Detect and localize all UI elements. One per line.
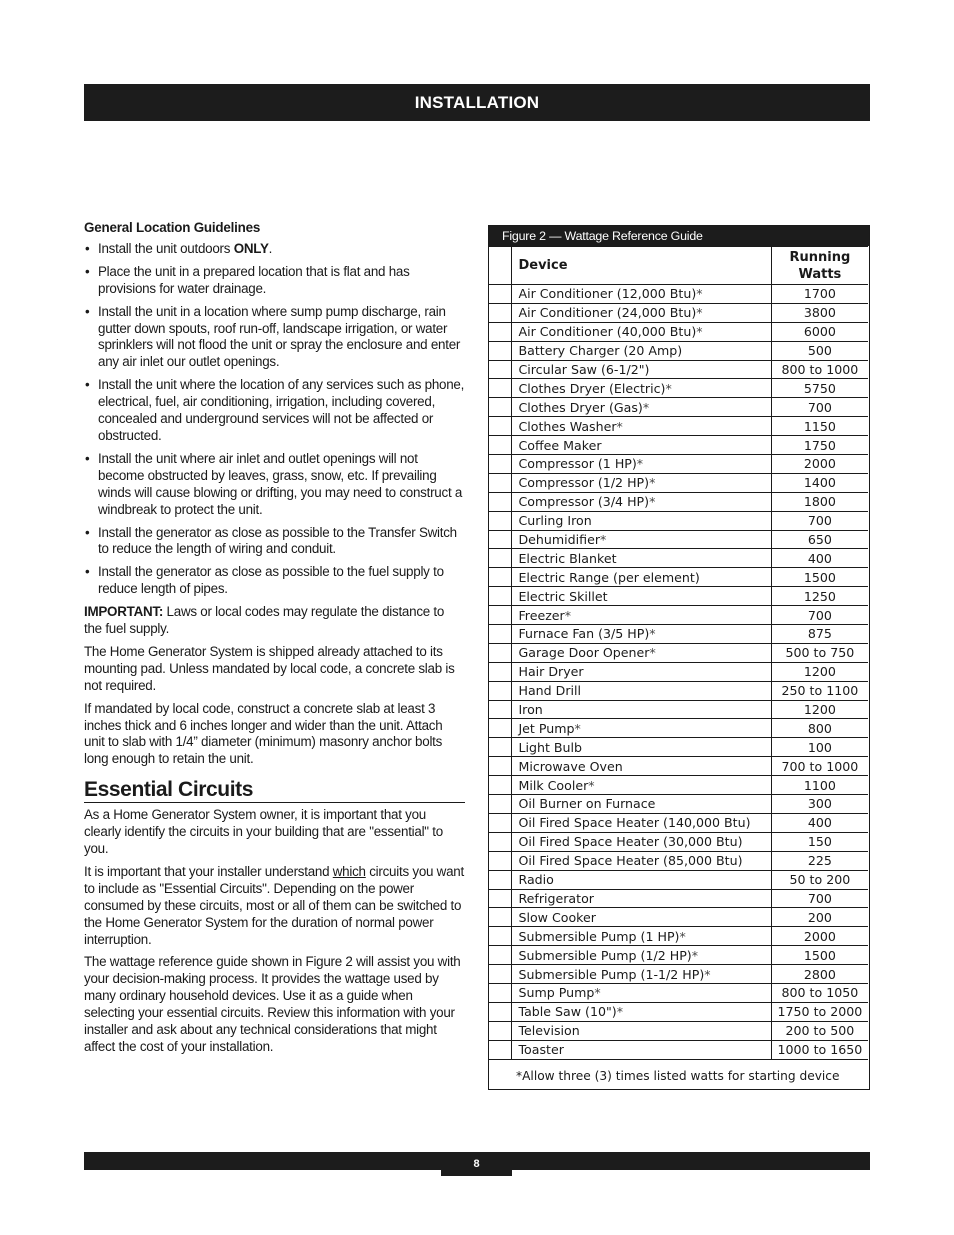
table-row bbox=[488, 870, 868, 889]
device-cell: Microwave Oven bbox=[512, 757, 771, 776]
table-row bbox=[488, 625, 868, 644]
watts-cell: 800 bbox=[771, 719, 868, 738]
device-cell: Submersible Pump (1/2 HP)* bbox=[512, 946, 771, 965]
watts-cell: 225 bbox=[771, 851, 868, 870]
blank-cell bbox=[488, 851, 512, 870]
device-cell: Compressor (1/2 HP)* bbox=[512, 473, 771, 492]
device-cell: Battery Charger (20 Amp) bbox=[512, 341, 771, 360]
table-row bbox=[488, 757, 868, 776]
blank-cell bbox=[488, 303, 512, 322]
table-row bbox=[488, 360, 868, 379]
asterisk-marker: * bbox=[588, 777, 595, 793]
watts-cell: 700 to 1000 bbox=[771, 757, 868, 776]
table-row bbox=[488, 946, 868, 965]
device-cell: Sump Pump* bbox=[512, 983, 771, 1002]
table-row bbox=[488, 587, 868, 606]
table-row bbox=[488, 568, 868, 587]
table-row bbox=[488, 492, 868, 511]
essential-circuits-title: Essential Circuits bbox=[84, 782, 465, 803]
device-cell: Radio bbox=[512, 870, 771, 889]
asterisk-marker: * bbox=[704, 966, 711, 982]
watts-cell: 1500 bbox=[771, 946, 868, 965]
device-cell: Hand Drill bbox=[512, 681, 771, 700]
blank-cell bbox=[488, 832, 512, 851]
watts-cell: 1750 to 2000 bbox=[771, 1002, 868, 1021]
table-row bbox=[488, 473, 868, 492]
guidelines-heading: General Location Guidelines bbox=[84, 220, 261, 235]
table-row bbox=[488, 700, 868, 719]
table-row bbox=[488, 889, 868, 908]
page-number: 8 bbox=[473, 1158, 480, 1170]
device-cell: Curling Iron bbox=[512, 511, 771, 530]
watts-cell: 1750 bbox=[771, 436, 868, 455]
bullet-icon: • bbox=[85, 303, 90, 319]
table-row bbox=[488, 549, 868, 568]
blank-cell bbox=[488, 568, 512, 587]
watts-cell: 200 bbox=[771, 908, 868, 927]
watts-cell: 800 to 1050 bbox=[771, 983, 868, 1002]
device-cell: Air Conditioner (40,000 Btu)* bbox=[512, 322, 771, 341]
table-row bbox=[488, 795, 868, 814]
important-note: IMPORTANT: Laws or local codes may regulate the distance to the fuel supply. bbox=[84, 604, 445, 637]
essential-para-1: As a Home Generator System owner, it is important that you clearly identify the circuits in your building that are "essential" to you. bbox=[84, 807, 443, 856]
guideline-item: • Install the generator as close as possible to the fuel supply to reduce length of pipes. bbox=[85, 564, 444, 597]
guideline-item: • Install the generator as close as possible to the Transfer Switch to reduce the length of wiring and conduit. bbox=[85, 524, 457, 557]
watts-cell: 1200 bbox=[771, 700, 868, 719]
watts-cell: 1700 bbox=[771, 285, 868, 304]
device-cell: Oil Fired Space Heater (30,000 Btu) bbox=[512, 832, 771, 851]
watts-cell: 1400 bbox=[771, 473, 868, 492]
blank-cell bbox=[488, 738, 512, 757]
starting-watts-note: *Allow three (3) times listed watts for starting device bbox=[516, 1068, 840, 1083]
device-cell: Dehumidifier* bbox=[512, 530, 771, 549]
bullet-icon: • bbox=[85, 450, 90, 466]
table-row bbox=[488, 417, 868, 436]
watts-cell: 700 bbox=[771, 511, 868, 530]
table-row bbox=[488, 851, 868, 870]
table-row bbox=[488, 322, 868, 341]
watts-cell: 650 bbox=[771, 530, 868, 549]
watts-cell: 250 to 1100 bbox=[771, 681, 868, 700]
blank-cell bbox=[488, 983, 512, 1002]
blank-cell bbox=[488, 492, 512, 511]
device-cell: Electric Blanket bbox=[512, 549, 771, 568]
blank-cell bbox=[488, 719, 512, 738]
watts-cell: 150 bbox=[771, 832, 868, 851]
asterisk-marker: * bbox=[649, 475, 656, 491]
watts-cell: 6000 bbox=[771, 322, 868, 341]
watts-cell: 1000 to 1650 bbox=[771, 1040, 868, 1059]
bullet-icon: • bbox=[85, 240, 90, 256]
asterisk-marker: * bbox=[649, 494, 656, 510]
watts-cell: 3800 bbox=[771, 303, 868, 322]
table-row bbox=[488, 436, 868, 455]
asterisk-marker: * bbox=[649, 626, 656, 642]
essential-para-2: It is important that your installer understand which circuits you want to include as "Essential Circuits". Depending on the power consumed by these circuits, most or all of them can be switched to the Home Generator System for the duration of normal power interruption. bbox=[84, 863, 464, 947]
table-row bbox=[488, 832, 868, 851]
table-row bbox=[488, 662, 868, 681]
blank-cell bbox=[488, 455, 512, 474]
blank-cell bbox=[488, 757, 512, 776]
device-cell: Air Conditioner (12,000 Btu)* bbox=[512, 285, 771, 304]
table-row bbox=[488, 738, 868, 757]
watts-cell: 500 to 750 bbox=[771, 643, 868, 662]
guideline-item: • Install the unit where air inlet and outlet openings will not become obstructed by leaves, grass, snow, etc. If prevailing winds will cause blowing or drifting, you may need to construct a windbreak to protect the unit. bbox=[85, 450, 463, 517]
table-row bbox=[488, 927, 868, 946]
wattage-table bbox=[488, 246, 868, 1060]
watts-cell: 400 bbox=[771, 813, 868, 832]
device-cell: Jet Pump* bbox=[512, 719, 771, 738]
table-row bbox=[488, 983, 868, 1002]
figure-caption: Figure 2 — Wattage Reference Guide bbox=[489, 226, 869, 246]
table-row bbox=[488, 643, 868, 662]
blank-cell bbox=[488, 795, 512, 814]
device-cell: Television bbox=[512, 1021, 771, 1040]
watts-cell: 875 bbox=[771, 625, 868, 644]
watts-cell: 700 bbox=[771, 889, 868, 908]
guideline-item: • Install the unit outdoors ONLY. bbox=[85, 240, 273, 256]
watts-cell: 800 to 1000 bbox=[771, 360, 868, 379]
table-row bbox=[488, 1040, 868, 1059]
watts-cell: 2000 bbox=[771, 455, 868, 474]
asterisk-marker: * bbox=[642, 399, 650, 415]
table-row bbox=[488, 341, 868, 360]
guideline-item: • Install the unit in a location where sump pump discharge, rain gutter down spouts, roof run-off, landscape irrigation, or water sprinklers will not flood the unit or spray the enclosure and enter any air inlet our outlet openings. bbox=[85, 303, 461, 370]
bullet-icon: • bbox=[85, 524, 90, 540]
blank-cell bbox=[488, 606, 512, 625]
table-row bbox=[488, 455, 868, 474]
device-cell: Submersible Pump (1-1/2 HP)* bbox=[512, 965, 771, 984]
table-row bbox=[488, 1021, 868, 1040]
blank-cell bbox=[488, 889, 512, 908]
blank-cell bbox=[488, 379, 512, 398]
blank-cell bbox=[488, 322, 512, 341]
page-number-tab bbox=[441, 1152, 512, 1176]
device-cell: Oil Burner on Furnace bbox=[512, 795, 771, 814]
asterisk-marker: * bbox=[696, 305, 703, 321]
watts-cell: 1100 bbox=[771, 776, 868, 795]
blank-cell bbox=[488, 1040, 512, 1059]
watts-cell: 50 to 200 bbox=[771, 870, 868, 889]
blank-cell bbox=[488, 530, 512, 549]
device-cell: Milk Cooler* bbox=[512, 776, 771, 795]
watts-cell: 500 bbox=[771, 341, 868, 360]
bullet-icon: • bbox=[85, 377, 90, 393]
device-cell: Toaster bbox=[512, 1040, 771, 1059]
device-cell: Submersible Pump (1 HP)* bbox=[512, 927, 771, 946]
running-watts-column-header: Running Watts bbox=[771, 247, 868, 285]
blank-cell bbox=[488, 341, 512, 360]
device-column-header: Device bbox=[512, 247, 771, 285]
device-cell: Refrigerator bbox=[512, 889, 771, 908]
blank-cell bbox=[488, 662, 512, 681]
watts-cell: 1250 bbox=[771, 587, 868, 606]
guideline-item: • Install the unit where the location of any services such as phone, electrical, fuel, air conditioning, irrigation, including covered, concealed and underground services will not be affected or obstructed. bbox=[85, 377, 465, 443]
asterisk-marker: * bbox=[636, 456, 644, 472]
watts-cell: 5750 bbox=[771, 379, 868, 398]
device-cell: Table Saw (10")* bbox=[512, 1002, 771, 1021]
section-title: INSTALLATION bbox=[414, 92, 540, 112]
watts-cell: 2800 bbox=[771, 965, 868, 984]
table-row bbox=[488, 965, 868, 984]
device-cell: Clothes Dryer (Electric)* bbox=[512, 379, 771, 398]
table-header-row bbox=[488, 247, 868, 285]
device-cell: Electric Range (per element) bbox=[512, 568, 771, 587]
blank-cell bbox=[488, 1002, 512, 1021]
asterisk-marker: * bbox=[665, 380, 672, 396]
bullet-icon: • bbox=[85, 263, 90, 279]
blank-cell bbox=[488, 1021, 512, 1040]
blank-cell bbox=[488, 587, 512, 606]
watts-cell: 300 bbox=[771, 795, 868, 814]
blank-cell bbox=[488, 813, 512, 832]
table-row bbox=[488, 908, 868, 927]
device-cell: Hair Dryer bbox=[512, 662, 771, 681]
table-row bbox=[488, 719, 868, 738]
watts-cell: 1500 bbox=[771, 568, 868, 587]
table-row bbox=[488, 813, 868, 832]
asterisk-marker: * bbox=[696, 324, 703, 340]
watts-cell: 700 bbox=[771, 606, 868, 625]
asterisk-marker: * bbox=[649, 645, 656, 661]
device-cell: Clothes Dryer (Gas)* bbox=[512, 398, 771, 417]
blank-cell bbox=[488, 436, 512, 455]
blank-cell bbox=[488, 965, 512, 984]
watts-cell: 200 to 500 bbox=[771, 1021, 868, 1040]
guideline-item: • Place the unit in a prepared location that is flat and has provisions for water drainage. bbox=[85, 263, 410, 296]
asterisk-marker: * bbox=[696, 286, 703, 302]
device-cell: Garage Door Opener* bbox=[512, 643, 771, 662]
table-row bbox=[488, 681, 868, 700]
watts-cell: 1800 bbox=[771, 492, 868, 511]
device-cell: Iron bbox=[512, 700, 771, 719]
table-row bbox=[488, 303, 868, 322]
left-column bbox=[84, 220, 465, 1062]
blank-cell bbox=[488, 625, 512, 644]
asterisk-marker: * bbox=[691, 947, 699, 963]
mounting-pad-paragraph: The Home Generator System is shipped already attached to its mounting pad. Unless mandated by local code, a concrete slab is not required. bbox=[84, 643, 455, 693]
blank-cell bbox=[488, 870, 512, 889]
device-cell: Coffee Maker bbox=[512, 436, 771, 455]
table-row bbox=[488, 776, 868, 795]
wattage-reference-figure bbox=[488, 225, 870, 1090]
blank-cell bbox=[488, 417, 512, 436]
table-row bbox=[488, 285, 868, 304]
blank-cell bbox=[488, 643, 512, 662]
device-cell: Electric Skillet bbox=[512, 587, 771, 606]
watts-cell: 100 bbox=[771, 738, 868, 757]
blank-cell bbox=[488, 549, 512, 568]
watts-cell: 700 bbox=[771, 398, 868, 417]
table-row bbox=[488, 379, 868, 398]
asterisk-marker: * bbox=[679, 928, 686, 944]
asterisk-marker: * bbox=[574, 720, 581, 736]
blank-cell bbox=[488, 511, 512, 530]
blank-cell bbox=[488, 776, 512, 795]
table-row bbox=[488, 398, 868, 417]
asterisk-marker: * bbox=[616, 1004, 623, 1020]
blank-cell bbox=[488, 398, 512, 417]
concrete-slab-paragraph: If mandated by local code, construct a concrete slab at least 3 inches thick and 6 inches longer and wider than the unit. Attach unit to slab with 1/4” diameter (minimum) masonry anchor bolts long enough to retain the unit. bbox=[84, 700, 443, 767]
watts-cell: 400 bbox=[771, 549, 868, 568]
device-cell: Oil Fired Space Heater (140,000 Btu) bbox=[512, 813, 771, 832]
asterisk-marker: * bbox=[600, 532, 607, 548]
asterisk-marker: * bbox=[616, 418, 623, 434]
asterisk-marker: * bbox=[564, 607, 572, 623]
device-cell: Compressor (1 HP)* bbox=[512, 455, 771, 474]
guidelines-list bbox=[84, 241, 465, 598]
blank-header-cell bbox=[488, 247, 512, 285]
device-cell: Slow Cooker bbox=[512, 908, 771, 927]
wattage-table-body bbox=[488, 285, 868, 1060]
device-cell: Clothes Washer* bbox=[512, 417, 771, 436]
device-cell: Air Conditioner (24,000 Btu)* bbox=[512, 303, 771, 322]
device-cell: Freezer* bbox=[512, 606, 771, 625]
blank-cell bbox=[488, 700, 512, 719]
blank-cell bbox=[488, 946, 512, 965]
blank-cell bbox=[488, 360, 512, 379]
device-cell: Compressor (3/4 HP)* bbox=[512, 492, 771, 511]
device-cell: Furnace Fan (3/5 HP)* bbox=[512, 625, 771, 644]
watts-cell: 1150 bbox=[771, 417, 868, 436]
blank-cell bbox=[488, 908, 512, 927]
blank-cell bbox=[488, 681, 512, 700]
essential-para-3: The wattage reference guide shown in Figure 2 will assist you with your decision-making process. It provides the wattage used by many ordinary household devices. Use it as a guide when selecting your essential circuits. Review this information with your installer and ask about any technical considerations that might affect the cost of your installation. bbox=[84, 954, 461, 1054]
watts-cell: 2000 bbox=[771, 927, 868, 946]
table-row bbox=[488, 1002, 868, 1021]
bullet-icon: • bbox=[85, 564, 90, 580]
watts-cell: 1200 bbox=[771, 662, 868, 681]
table-row bbox=[488, 606, 868, 625]
device-cell: Oil Fired Space Heater (85,000 Btu) bbox=[512, 851, 771, 870]
blank-cell bbox=[488, 473, 512, 492]
table-row bbox=[488, 530, 868, 549]
table-row bbox=[488, 511, 868, 530]
blank-cell bbox=[488, 285, 512, 304]
device-cell: Circular Saw (6-1/2") bbox=[512, 360, 771, 379]
section-header-bar bbox=[84, 84, 870, 121]
asterisk-marker: * bbox=[594, 985, 601, 1001]
blank-cell bbox=[488, 927, 512, 946]
device-cell: Light Bulb bbox=[512, 738, 771, 757]
